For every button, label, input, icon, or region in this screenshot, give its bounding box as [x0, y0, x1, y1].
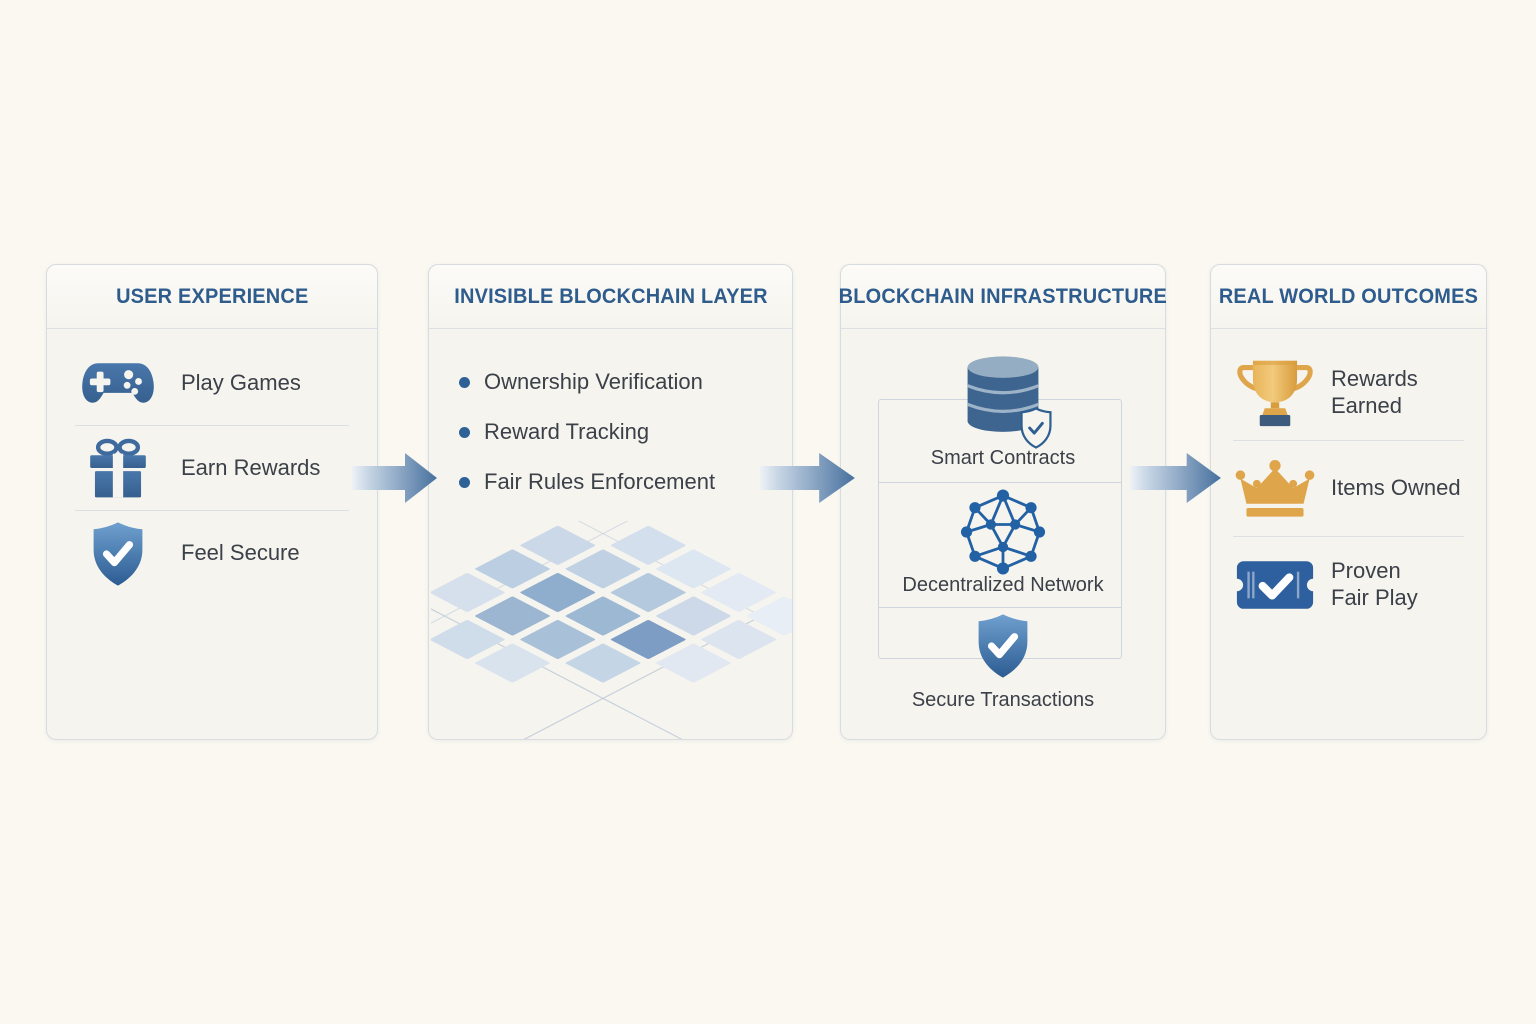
item-label: Decentralized Network: [902, 574, 1104, 596]
panel-blockchain-infrastructure: [840, 264, 1166, 740]
item-label: Smart Contracts: [930, 447, 1076, 469]
bullet-item: [459, 457, 768, 507]
panel-header: [1211, 265, 1486, 329]
panel-header: [838, 265, 1168, 329]
bullet-label: Ownership Verification: [484, 369, 703, 394]
panel-invisible-blockchain-layer: [428, 264, 793, 740]
list-item: [75, 341, 349, 426]
bullet-label: Reward Tracking: [484, 419, 650, 444]
item-label: Feel Secure: [181, 540, 300, 566]
panel-title: INVISIBLE BLOCKCHAIN LAYER: [453, 284, 768, 308]
list-item: [1233, 537, 1464, 633]
bullet-icon: [459, 477, 470, 488]
flow-arrow-icon: [760, 452, 856, 504]
list-item: [75, 426, 349, 511]
item-label: Earn Rewards: [181, 454, 321, 480]
list-item: [75, 511, 349, 596]
ticket-check-icon: [1233, 557, 1317, 613]
panel-title: BLOCKCHAIN INFRASTRUCTURE: [838, 284, 1168, 308]
network-icon: [960, 489, 1046, 575]
item-label: Play Games: [181, 369, 301, 395]
panel-title: USER EXPERIENCE: [115, 284, 309, 308]
item-label: Rewards Earned: [1331, 365, 1418, 418]
shield-check-icon: [974, 613, 1032, 679]
shield-check-icon: [75, 521, 161, 587]
item-label: Proven Fair Play: [1331, 558, 1418, 610]
bullet-label: Fair Rules Enforcement: [484, 469, 716, 494]
divider: [879, 607, 1121, 608]
trophy-icon: [1233, 354, 1317, 432]
list-item: [1233, 345, 1464, 441]
panel-header: [47, 265, 377, 329]
crown-icon: [1233, 457, 1317, 521]
panel-user-experience: [46, 264, 378, 740]
gamepad-icon: [75, 358, 161, 408]
flow-arrow-icon: [1130, 452, 1222, 504]
list-item: [1233, 441, 1464, 537]
panel-real-world-outcomes: [1210, 264, 1487, 740]
bullet-item: [459, 357, 768, 407]
bullet-icon: [459, 377, 470, 388]
item-label: Items Owned: [1331, 475, 1461, 501]
isometric-tile-grid: [431, 521, 792, 739]
bullet-icon: [459, 427, 470, 438]
panel-header: [429, 265, 792, 329]
gift-icon: [75, 437, 161, 499]
flow-arrow-icon: [352, 452, 438, 504]
bullet-item: [459, 407, 768, 457]
panel-title: REAL WORLD OUTCOMES: [1218, 284, 1479, 308]
divider: [879, 482, 1121, 483]
item-label: Secure Transactions: [911, 689, 1095, 711]
